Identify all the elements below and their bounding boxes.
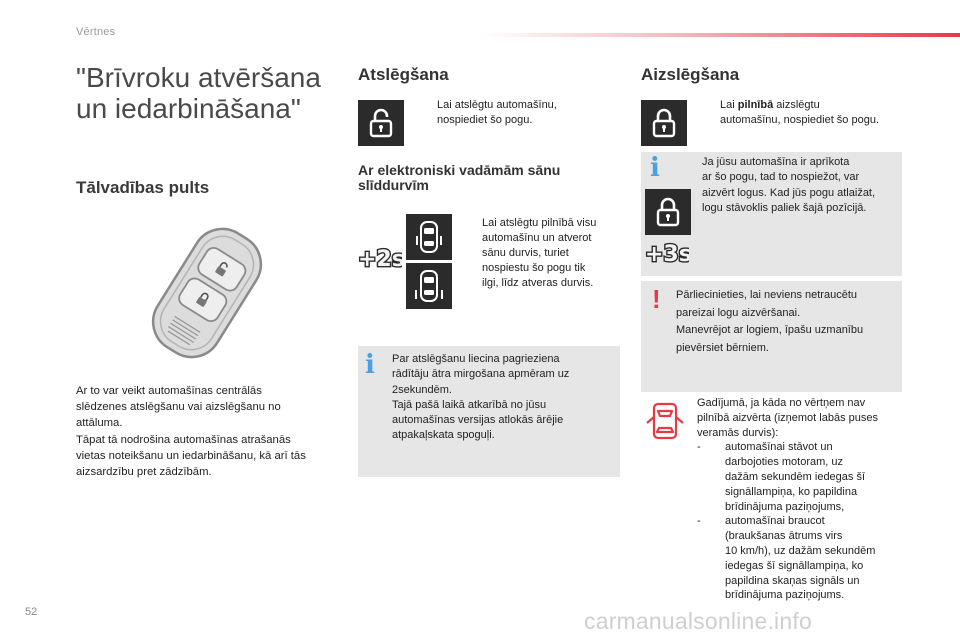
car-doors-open-icon-box [406,263,452,309]
car-top-view-icon [414,219,444,255]
lock-windows-info-box [641,152,902,276]
lock-padlock-icon [649,106,679,140]
text-line: pareizai logu aizvēršanai. [676,306,801,319]
warning-box [641,281,902,392]
car-doors-closed-icon-box [406,214,452,260]
remote-heading: Tālvadības pults [76,178,210,197]
text-line: automašīnu un atverot [482,232,592,244]
info-icon: i [650,153,660,183]
text-line: brīdinājuma paziņojums. [725,589,845,602]
text-line: slīddurvīm [358,177,429,193]
warning-text [676,287,896,357]
text-span: automašīnai braucot [725,515,825,528]
text-line: Manevrējot ar logiem, īpašu uzmanību [676,324,864,336]
door-open-warning-lamp [644,400,686,442]
text-line: 10 km/h), uz dažām sekundēm [725,544,876,557]
text-line: brīdinājuma paziņojums, [725,500,845,513]
text-line: signāllampiņa, ko papildina [725,485,858,498]
page-title: "Brīvroku atvēršana un iedarbināšana" [76,62,321,124]
text-line: nospiediet šo pogu. [437,114,533,126]
lock-padlock-icon [653,195,683,229]
unlock-button-icon [358,100,404,146]
car-doors-open-warning-icon [644,400,686,442]
text-span: automašīnai stāvot un [725,441,833,454]
text-line: Tajā pašā laikā atkarībā no jūsu [392,398,547,411]
unlock-info-box [358,346,620,477]
lock-instruction-line1 [720,98,910,113]
door-open-alarm-text [697,396,917,603]
text-line: ilgi, līdz atveras durvis. [482,277,594,289]
text-line: Par atslēgšanu liecina pagrieziena [392,353,560,365]
text-line: Gadījumā, ja kāda no vērtņem nav [697,397,866,409]
unlock-padlock-icon [366,106,396,140]
hold-3s-graphic [643,239,689,267]
text-line: Lai atslēgtu automašīnu, [437,99,557,111]
text-line: papildina skaņas signāls un [725,574,860,587]
text-line: ar šo pogu, tad to nospiežot, var [702,171,860,184]
car-sliding-door-open-icon [414,268,444,304]
text-line: pievērsiet bērniem. [676,341,769,354]
watermark: carmanualsonline.info [584,608,812,634]
text-line: veramās durvis): [697,426,779,439]
unlock-instruction [437,98,607,128]
text-line: automašīnas versijas atlokās ārējie [392,414,564,427]
text-line: vietas noteikšanu un iedarbināšanu, kā arī tās [76,449,306,462]
text-line: aizsardzību pret zādzībām. [76,466,212,479]
text-line: Ar to var veikt automašīnas centrālās [76,385,262,397]
text-line: slēdzenes atslēgšanu vai aizslēgšanu no [76,401,281,414]
text-line: 2sekundēm. [392,383,452,396]
warning-exclamation-icon: ! [652,284,661,314]
list-item [697,514,917,529]
text-line: Pārliecinieties, lai neviens netraucētu [676,289,857,301]
text-line: Ja jūsu automašīna ir aprīkota [702,156,850,168]
header-accent-line [480,33,960,37]
lock-heading: Aizslēgšana [641,65,740,84]
text-line: attāluma. [76,417,123,430]
lock-instruction [720,98,910,128]
sliding-doors-heading [358,163,618,193]
text-line: atpakaļskata spoguļi. [392,429,495,442]
hold-3s-label: +3s [645,242,689,267]
text-line: iedegas šī signāllampiņa, ko [725,559,864,572]
hold-2s-badge [356,244,402,272]
text-line: logu stāvoklis paliek šajā pozīcijā. [702,201,867,214]
text-line: sānu durvis, turiet [482,247,569,259]
unlock-info-text [392,352,612,444]
info-icon: i [365,350,375,380]
text-line: automašīnu, nospiediet šo pogu. [720,114,880,126]
sliding-doors-instruction [482,216,622,291]
text-line: Ar elektroniski vadāmām sānu [358,162,561,178]
text-line: darbojoties motoram, uz [725,456,843,469]
text-span: Lai [720,99,735,111]
text-line: pilnībā aizvērta (izņemot labās puses [697,411,878,424]
text-line: Tāpat tā nodrošina automašīnas atrašanās [76,433,291,446]
text-line: nospiestu šo pogu tik [482,262,586,274]
text-line: Lai atslēgtu pilnībā visu [482,217,597,229]
emphasis-text: pilnībā [737,99,774,111]
text-span: aizslēgtu [776,99,820,111]
hold-2s-graphic [356,244,402,272]
lock-button-icon-small [645,189,691,235]
page-number: 52 [25,606,38,618]
list-item [697,440,917,455]
unlock-heading: Atslēgšana [358,65,449,84]
remote-description [76,383,336,480]
hold-3s-badge [643,239,689,267]
lock-windows-info-text [702,155,898,216]
section-label: Vērtnes [76,26,116,38]
text-line: dažām sekundēm iedegas šī [725,470,866,483]
lock-button-icon [641,100,687,146]
remote-key-icon [132,218,282,368]
text-line: (braukšanas ātrums virs [725,530,843,543]
text-line: aizvērt logus. Kad jūs pogu atlaižat, [702,186,876,199]
list-dash: - [697,441,701,454]
text-line: rādītāju ātra mirgošana apmēram uz [392,368,570,381]
list-dash: - [697,515,701,528]
remote-key-illustration [132,218,282,368]
hold-2s-label: +2s [358,247,402,272]
